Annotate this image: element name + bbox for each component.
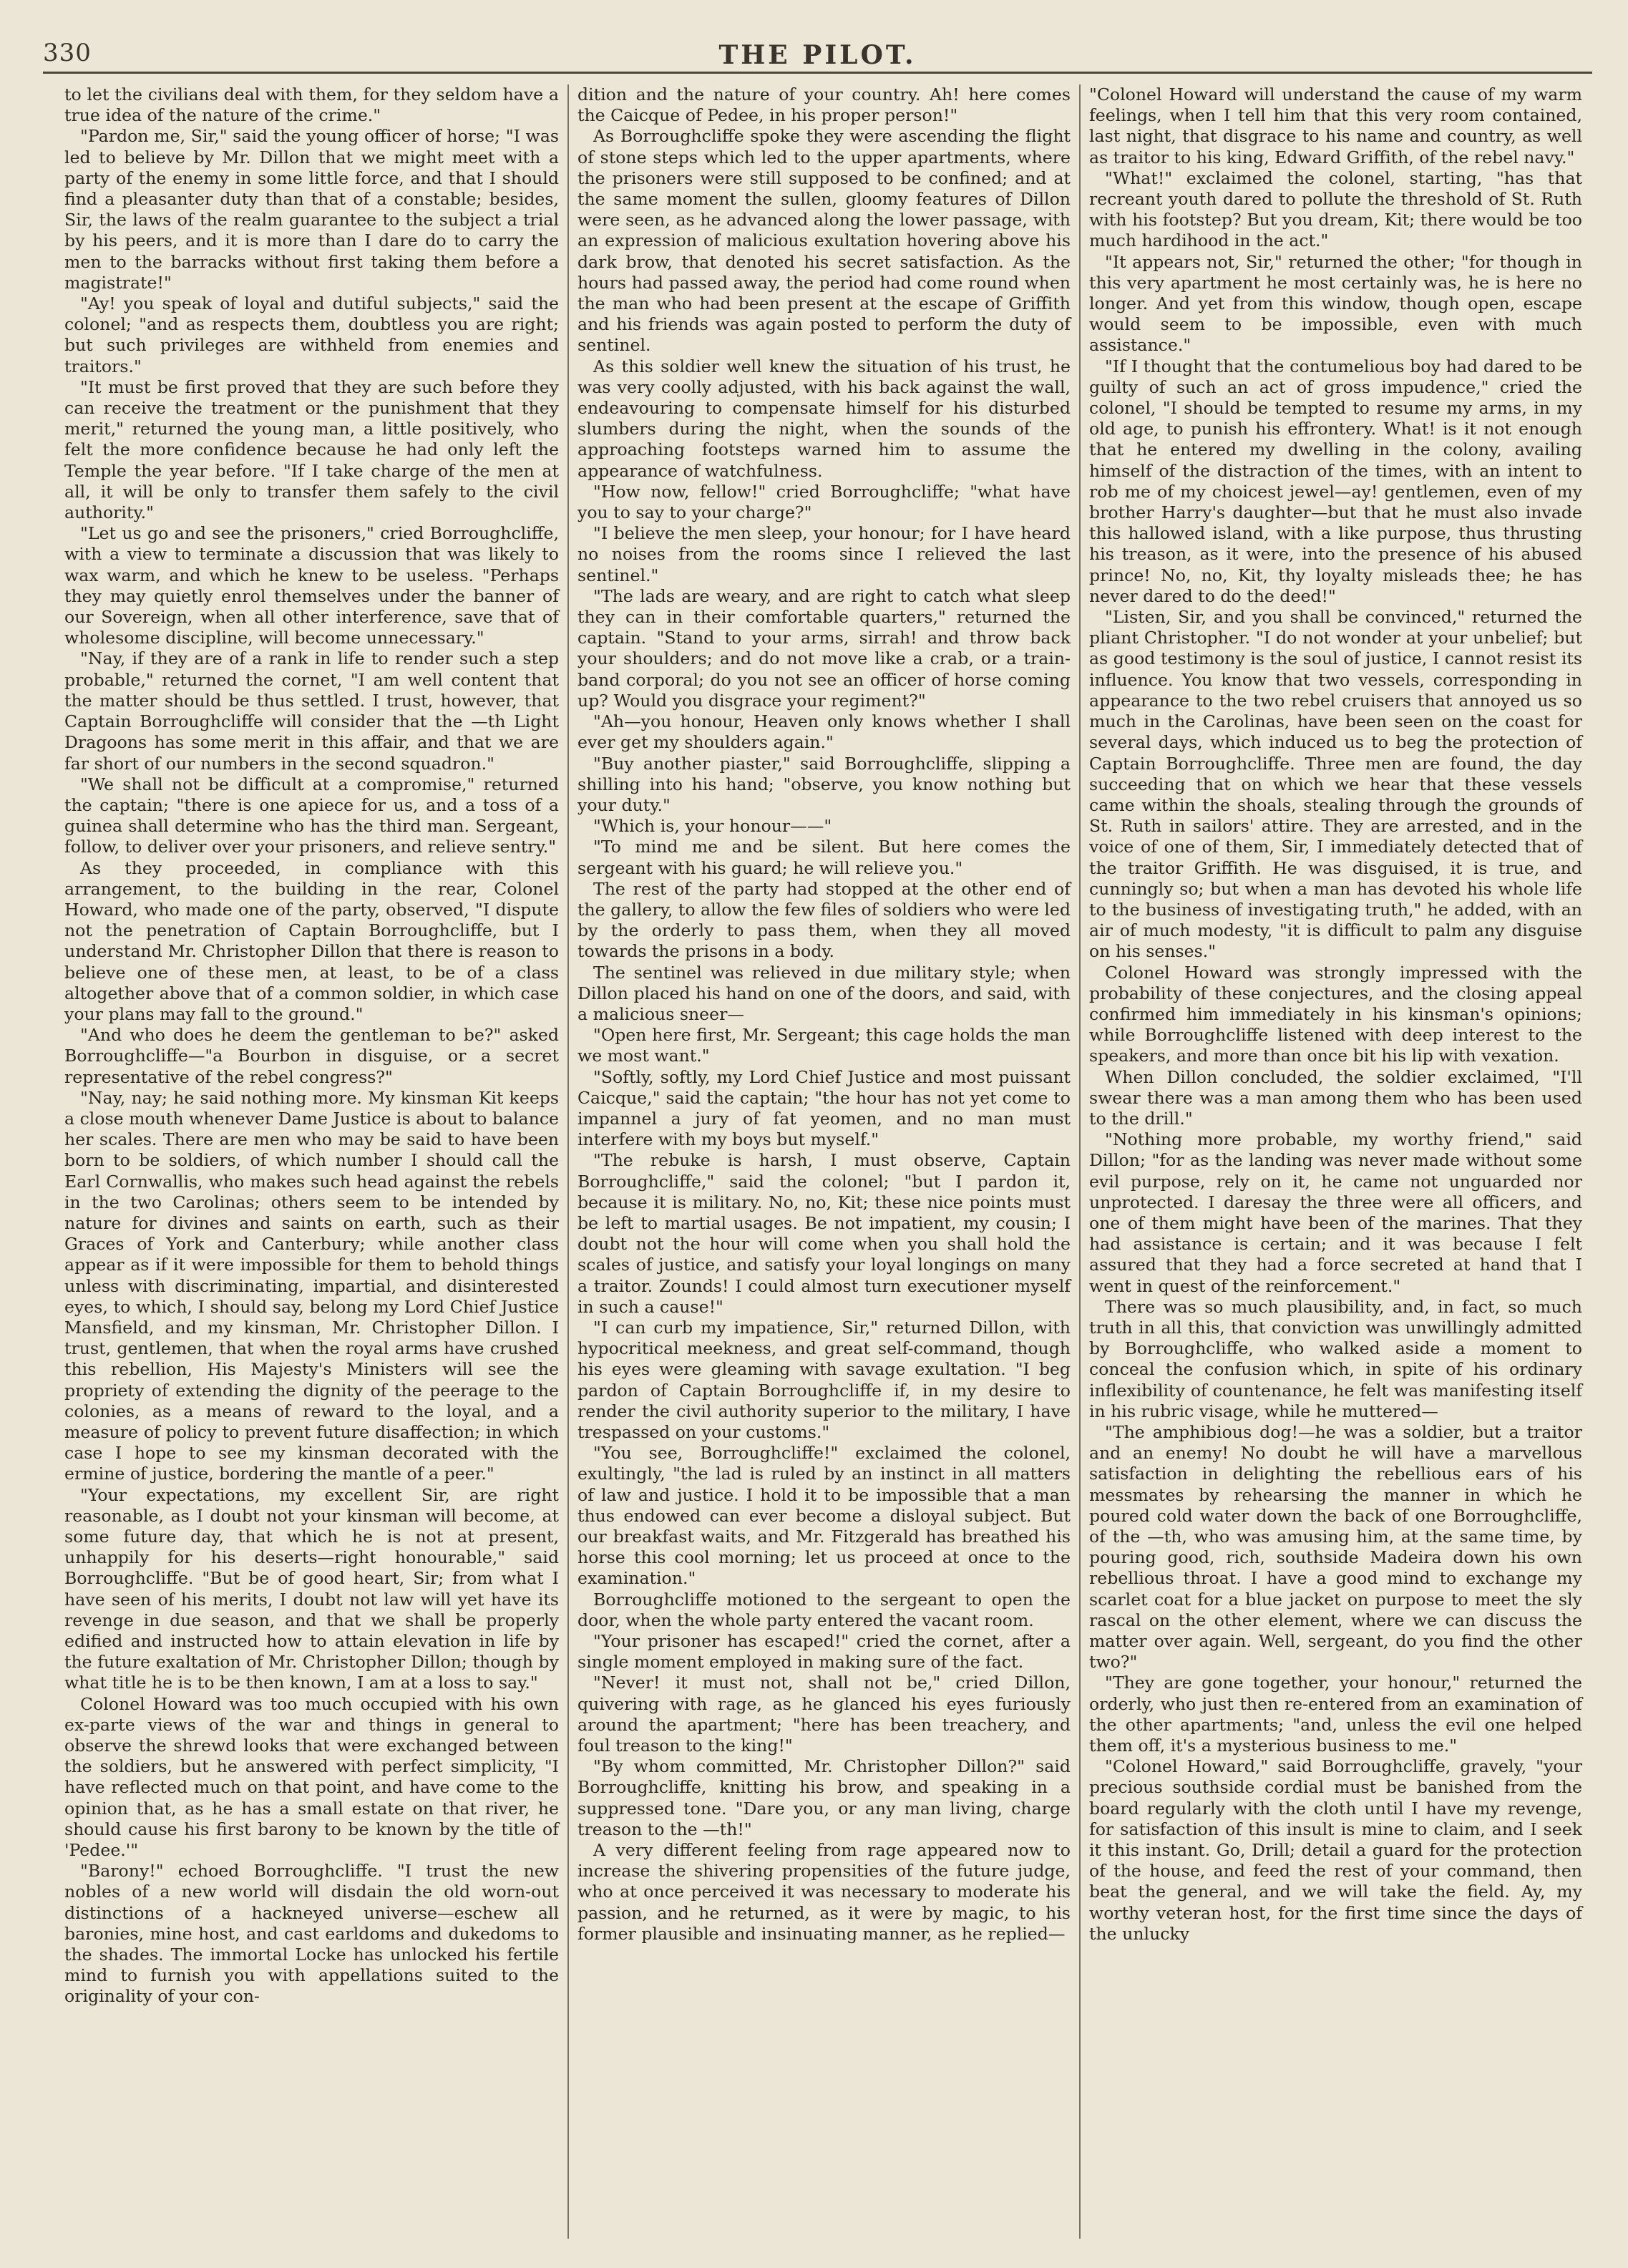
running-title: THE PILOT.	[718, 40, 917, 70]
paragraph: "Buy another piaster," said Borroughcliffe, slipping a shilling into his hand; "observe, you know nothing but your duty."	[577, 753, 1071, 815]
paragraph: "They are gone together, your honour," returned the orderly, who just then re-entered from an examination of the other apartments; "and, unless the evil one helped them off, it's a mysterious business to me."	[1089, 1673, 1582, 1756]
paragraph: "Nay, nay; he said nothing more. My kinsman Kit keeps a close mouth whenever Dame Justice is about to balance her scales. There are men who may be said to have been born to be soldiers, of which number I should call the Earl Cornwallis, who makes such head against the rebels in the two Carolinas; others seem to be intended by nature for divines and saints on earth, such as their Graces of York and Canterbury; while another class appear as if it were impossible for them to behold things unless with discriminating, impartial, and disinterested eyes, to which, I should say, belong my Lord Chief Justice Mansfield, and my kinsman, Mr. Christopher Dillon. I trust, gentlemen, that when the royal arms have crushed this rebellion, His Majesty's Ministers will see the propriety of extending the dignity of the peerage to the colonies, as a means of reward to the loyal, and a measure of policy to prevent future disaffection; in which case I hope to see my kinsman decorated with the ermine of justice, bordering the mantle of a peer."	[64, 1087, 559, 1484]
paragraph: There was so much plausibility, and, in fact, so much truth in all this, that conviction was unwillingly admitted by Borroughcliffe, who walked aside a moment to conceal the confusion which, in spite of his ordinary inflexibility of countenance, he felt was manifesting itself in his rubric visage, while he muttered—	[1089, 1296, 1582, 1421]
paragraph: "Pardon me, Sir," said the young officer of horse; "I was led to believe by Mr. Dillon that we might meet with a party of the enemy in some little force, and that I should find a pleasanter duty than that of a constable; besides, Sir, the laws of the realm guarantee to the subject a trial by his peers, and it is more than I dare do to carry the men to the barracks without first taking them before a magistrate!"	[64, 126, 559, 293]
paragraph: "I believe the men sleep, your honour; for I have heard no noises from the rooms since I relieved the last sentinel."	[577, 523, 1071, 585]
paragraph: Colonel Howard was strongly impressed with the probability of these conjectures, and the closing appeal confirmed him immediately in his kinsman's opinions; while Borroughcliffe listened with deep interest to the speakers, and more than once bit his lip with vexation.	[1089, 962, 1582, 1066]
paragraph: When Dillon concluded, the soldier exclaimed, "I'll swear there was a man among them who has been used to the drill."	[1089, 1066, 1582, 1129]
paragraph: Borroughcliffe motioned to the sergeant to open the door, when the whole party entered the vacant room.	[577, 1589, 1071, 1630]
paragraph: A very different feeling from rage appeared now to increase the shivering propensities of the future judge, who at once perceived it was necessary to moderate his passion, and he returned, as it were by magic, to his former plausible and insinuating manner, as he replied—	[577, 1840, 1071, 1944]
paragraph: "Colonel Howard will understand the cause of my warm feelings, when I tell him that this very room contained, last night, that disgrace to his name and country, as well as traitor to his king, Edward Griffith, of the rebel navy."	[1089, 84, 1582, 167]
paragraph: "By whom committed, Mr. Christopher Dillon?" said Borroughcliffe, knitting his brow, and speaking in a suppressed tone. "Dare you, or any man living, charge treason to the —th!"	[577, 1756, 1071, 1839]
column-1	[56, 84, 567, 2239]
paragraph: "Ay! you speak of loyal and dutiful subjects," said the colonel; "and as respects them, doubtless you are right; but such privileges are withheld from enemies and traitors."	[64, 293, 559, 376]
paragraph: "I can curb my impatience, Sir," returned Dillon, with hypocritical meekness, and great self-command, though his eyes were gleaming with savage exultation. "I beg pardon of Captain Borroughcliffe if, in my desire to render the civil authority superior to the military, I have trespassed on your customs."	[577, 1317, 1071, 1442]
paragraph: "Listen, Sir, and you shall be convinced," returned the pliant Christopher. "I do not wonder at your unbelief; but as good testimony is the soul of justice, I cannot resist its influence. You know that two vessels, corresponding in appearance to the two rebel cruisers that annoyed us so much in the Carolinas, have been seen on the coast for several days, which induced us to beg the protection of Captain Borroughcliffe. Three men are found, the day succeeding that on which we hear that these vessels came within the shoals, stealing through the grounds of St. Ruth in sailors' attire. They are arrested, and in the voice of one of them, Sir, I immediately detected that of the traitor Griffith. He was disguised, it is true, and cunningly so; but when a man has devoted his whole life to the business of investigating truth," he added, with an air of much modesty, "it is difficult to palm any disguise on his senses."	[1089, 607, 1582, 962]
paragraph: "You see, Borroughcliffe!" exclaimed the colonel, exultingly, "the lad is ruled by an instinct in all matters of law and justice. I hold it to be impossible that a man thus endowed can ever become a disloyal subject. But our breakfast waits, and Mr. Fitzgerald has breathed his horse this cool morning; let us proceed at once to the examination."	[577, 1443, 1071, 1589]
paragraph: to let the civilians deal with them, for they seldom have a true idea of the nature of the crime."	[64, 84, 559, 126]
paragraph: "Colonel Howard," said Borroughcliffe, gravely, "your precious southside cordial must be banished from the board regularly with the cloth until I have my revenge, for satisfaction of this insult is mine to claim, and I seek it this instant. Go, Drill; detail a guard for the protection of the house, and feed the rest of your command, then beat the general, and we will take the field. Ay, my worthy veteran host, for the first time since the days of the unlucky	[1089, 1756, 1582, 1944]
paragraph: As they proceeded, in compliance with this arrangement, to the building in the rear, Colonel Howard, who made one of the party, observed, "I dispute not the penetration of Captain Borroughcliffe, but I understand Mr. Christopher Dillon that there is reason to believe one of these men, at least, to be of a class altogether above that of a common soldier, in which case your plans may fall to the ground."	[64, 857, 559, 1024]
paragraph: "Nay, if they are of a rank in life to render such a step probable," returned the cornet, "I am well content that the matter should be thus settled. I trust, however, that Captain Borroughcliffe will consider that the —th Light Dragoons has some merit in this affair, and that we are far short of our numbers in the second squadron."	[64, 648, 559, 774]
paragraph: "The rebuke is harsh, I must observe, Captain Borroughcliffe," said the colonel; "but I pardon it, because it is military. No, no, Kit; these nice points must be left to martial usages. Be not impatient, my cousin; I doubt not the hour will come when you shall hold the scales of justice, and satisfy your loyal longings on many a traitor. Zounds! I could almost turn executioner myself in such a cause!"	[577, 1150, 1071, 1317]
paragraph: "If I thought that the contumelious boy had dared to be guilty of such an act of gross impudence," cried the colonel, "I should be tempted to resume my arms, in my old age, to punish his effrontery. What! is it not enough that he entered my dwelling in the colony, availing himself of the distraction of the times, with an intent to rob me of my choicest jewel—ay! gentlemen, even of my brother Harry's daughter—but that he must also invade this hallowed island, with a like purpose, thus thrusting his treason, as it were, into the presence of his abused prince! No, no, Kit, thy loyalty misleads thee; he has never dared to do the deed!"	[1089, 356, 1582, 606]
paragraph: "Let us go and see the prisoners," cried Borroughcliffe, with a view to terminate a discussion that was likely to wax warm, and which he knew to be useless. "Perhaps they may quietly enrol themselves under the banner of our Sovereign, when all other interference, save that of wholesome discipline, will become unnecessary."	[64, 523, 559, 648]
paragraph: The sentinel was relieved in due military style; when Dillon placed his hand on one of the doors, and said, with a malicious sneer—	[577, 962, 1071, 1024]
paragraph: As Borroughcliffe spoke they were ascending the flight of stone steps which led to the upper apartments, where the prisoners were still supposed to be confined; and at the same moment the sullen, gloomy features of Dillon were seen, as he advanced along the lower passage, with an expression of malicious exultation hovering above his dark brow, that denoted his secret satisfaction. As the hours had passed away, the period had come round when the man who had been present at the escape of Griffith and his friends was again posted to perform the duty of sentinel.	[577, 126, 1071, 356]
paragraph: "And who does he deem the gentleman to be?" asked Borroughcliffe—"a Bourbon in disguise, or a secret representative of the rebel congress?"	[64, 1025, 559, 1087]
paragraph: "Your prisoner has escaped!" cried the cornet, after a single moment employed in making sure of the fact.	[577, 1631, 1071, 1673]
paragraph: As this soldier well knew the situation of his trust, he was very coolly adjusted, with his back against the wall, endeavouring to compensate himself for his disturbed slumbers during the night, when the sounds of the approaching footsteps warned him to assume the appearance of watchfulness.	[577, 356, 1071, 481]
paragraph: "What!" exclaimed the colonel, starting, "has that recreant youth dared to pollute the threshold of St. Ruth with his footstep? But you dream, Kit; there would be too much hardihood in the act."	[1089, 167, 1582, 251]
paragraph: "Softly, softly, my Lord Chief Justice and most puissant Caicque," said the captain; "the hour has not yet come to impannel a jury of fat yeomen, and no man must interfere with my boys but myself."	[577, 1066, 1071, 1150]
paragraph: "It appears not, Sir," returned the other; "for though in this very apartment he most certainly was, he is here no longer. And yet from this window, though open, escape would seem to be impossible, even with much assistance."	[1089, 251, 1582, 356]
paragraph: "Barony!" echoed Borroughcliffe. "I trust the new nobles of a new world will disdain the old worn-out distinctions of a hackneyed universe—eschew all baronies, mine host, and cast earldoms and dukedoms to the shades. The immortal Locke has unlocked his fertile mind to furnish you with appellations suited to the originality of your con-	[64, 1861, 559, 2007]
header-rule	[43, 72, 1592, 74]
paragraph: "Which is, your honour——"	[593, 816, 832, 837]
paragraph: dition and the nature of your country. Ah! here comes the Caicque of Pedee, in his proper person!"	[577, 84, 1071, 126]
paragraph: "Nothing more probable, my worthy friend," said Dillon; "for as the landing was never made without some evil purpose, rely on it, he came not unguarded nor unprotected. I daresay the three were all officers, and one of them might have been of the marines. That they had assistance is certain; and it was because I felt assured that they had a force secreted at hand that I went in quest of the reinforcement."	[1089, 1129, 1582, 1296]
page-number: 330	[43, 39, 92, 67]
paragraph: "The amphibious dog!—he was a soldier, but a traitor and an enemy! No doubt he will have a marvellous satisfaction in delighting the rebellious ears of his messmates by rehearsing the manner in which he poured cold water down the back of one Borroughcliffe, of the —th, who was amusing him, at the same time, by pouring good, rich, southside Madeira down his own rebellious throat. I have a good mind to exchange my scarlet coat for a blue jacket on purpose to meet the sly rascal on the other element, where we can discuss the matter over again. Well, sergeant, do you find the other two?"	[1089, 1422, 1582, 1673]
paragraph: "We shall not be difficult at a compromise," returned the captain; "there is one apiece for us, and a toss of a guinea shall determine who has the third man. Sergeant, follow, to deliver over your prisoners, and relieve sentry."	[64, 774, 559, 857]
paragraph: "How now, fellow!" cried Borroughcliffe; "what have you to say to your charge?"	[577, 481, 1071, 523]
paragraph: "The lads are weary, and are right to catch what sleep they can in their comfortable quarters," returned the captain. "Stand to your arms, sirrah! and throw back your shoulders; and do not move like a crab, or a train-band corporal; do you not see an officer of horse coming up? Would you disgrace your regiment?"	[577, 585, 1071, 711]
paragraph: "Never! it must not, shall not be," cried Dillon, quivering with rage, as he glanced his eyes furiously around the apartment; "here has been treachery, and foul treason to the king!"	[577, 1673, 1071, 1756]
column-2	[567, 84, 1079, 2239]
paragraph: "To mind me and be silent. But here comes the sergeant with his guard; he will relieve you."	[577, 837, 1071, 878]
column-3	[1079, 84, 1591, 2239]
paragraph: "It must be first proved that they are such before they can receive the treatment or the punishment that they merit," returned the young man, a little positively, who felt the more confidence because he had only left the Temple the year before. "If I take charge of the men at all, it will be only to transfer them safely to the civil authority."	[64, 376, 559, 523]
page-header	[43, 30, 1592, 70]
paragraph: "Ah—you honour, Heaven only knows whether I shall ever get my shoulders again."	[577, 711, 1071, 753]
paragraph: The rest of the party had stopped at the other end of the gallery, to allow the few files of soldiers who were led by the orderly to pass them, when they all moved towards the prisons in a body.	[577, 878, 1071, 962]
paragraph: "Your expectations, my excellent Sir, are right reasonable, as I doubt not your kinsman will become, at some future day, that which he is not at present, unhappily for his deserts—right honourable," said Borroughcliffe. "But be of good heart, Sir; from what I have seen of his merits, I doubt not law will yet have its revenge in due season, and that we shall be properly edified and instructed how to attain elevation in life by the future exaltation of Mr. Christopher Dillon; though by what title he is to be then known, I am at a loss to say."	[64, 1484, 559, 1693]
paragraph: "Open here first, Mr. Sergeant; this cage holds the man we most want."	[577, 1025, 1071, 1066]
paragraph: Colonel Howard was too much occupied with his own ex-parte views of the war and things in general to observe the shrewd looks that were exchanged between the soldiers, but he answered with perfect simplicity, "I have reflected much on that point, and have come to the opinion that, as he has a small estate on that river, he should cause his first barony to be known by the title of 'Pedee.'"	[64, 1693, 559, 1861]
text-columns	[56, 84, 1591, 2239]
